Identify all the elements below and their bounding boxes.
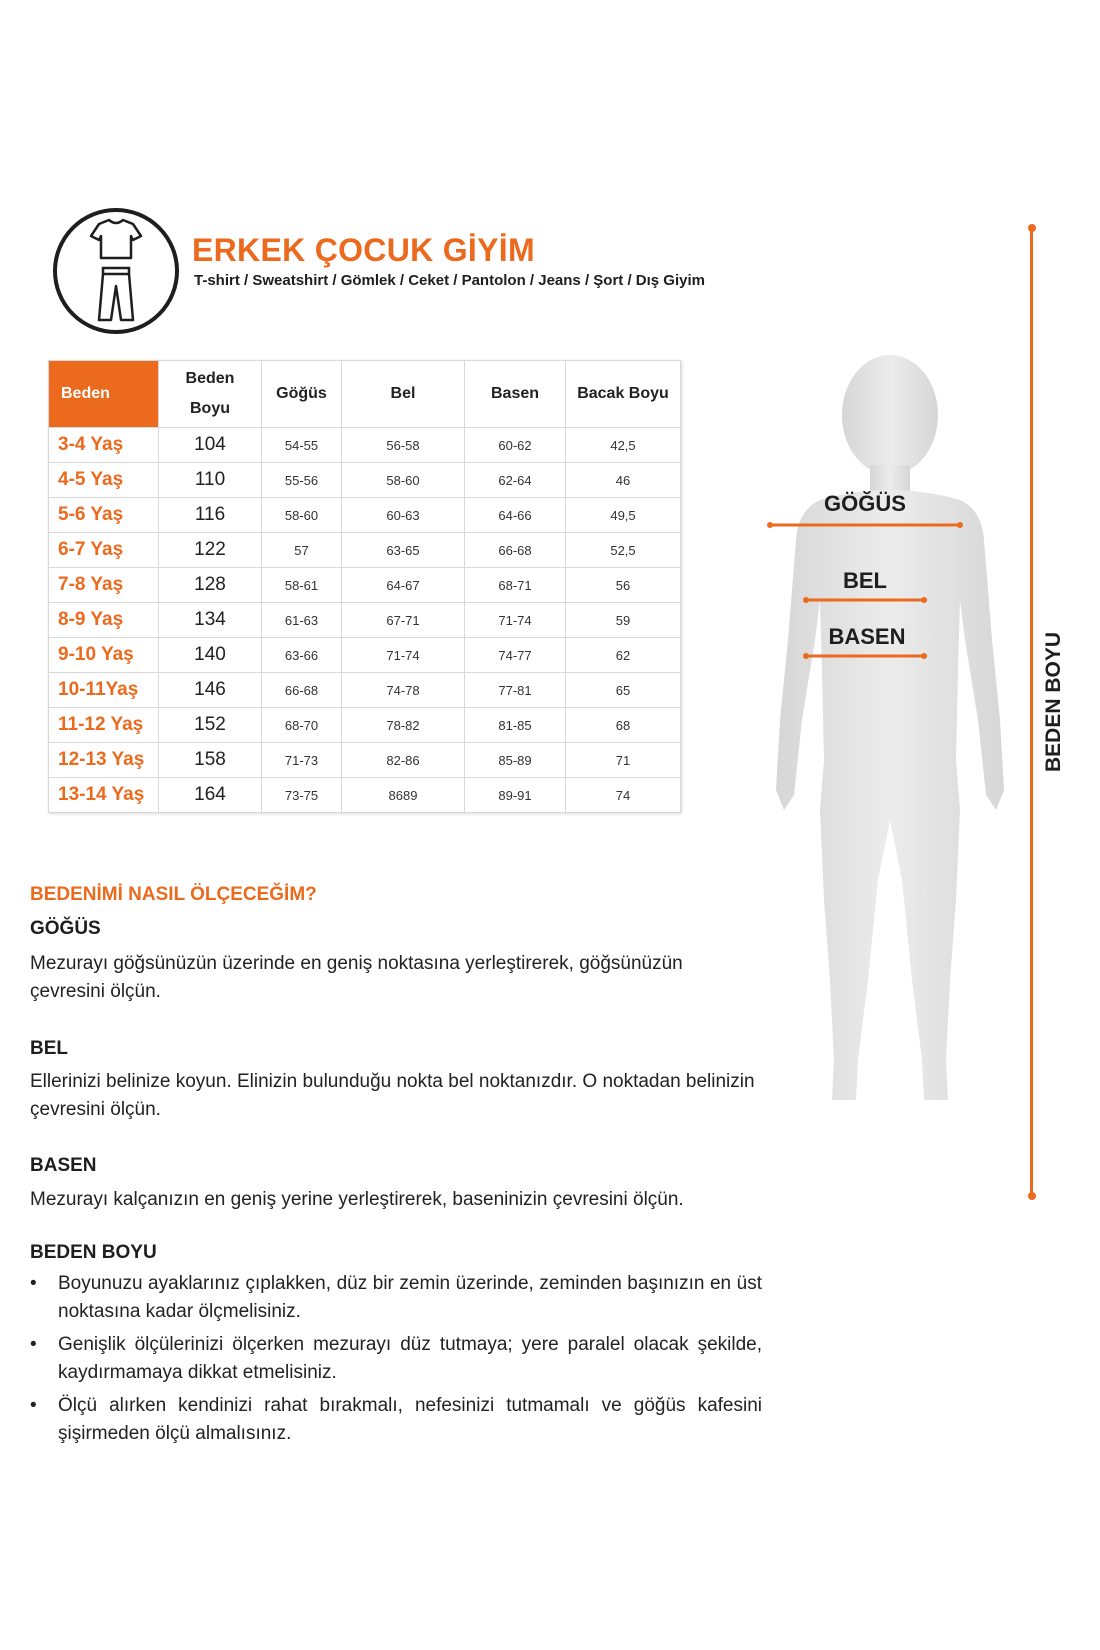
cell-bacak-boyu: 42,5 <box>566 428 681 463</box>
header-beden-boyu-line2: Boyu <box>190 400 230 417</box>
cell-gogus: 63-66 <box>262 638 342 673</box>
cell-beden-boyu: 164 <box>159 778 262 813</box>
table-row <box>49 498 681 533</box>
clothing-logo <box>53 208 179 334</box>
cell-gogus: 58-61 <box>262 568 342 603</box>
table-row <box>49 743 681 778</box>
header-beden-boyu <box>159 361 262 428</box>
cell-beden-boyu: 116 <box>159 498 262 533</box>
cell-beden-boyu: 104 <box>159 428 262 463</box>
cell-bacak-boyu: 46 <box>566 463 681 498</box>
cell-bacak-boyu: 52,5 <box>566 533 681 568</box>
hip-measure-dot-right <box>921 653 927 659</box>
page-title: ERKEK ÇOCUK GİYİM <box>192 232 535 268</box>
cell-bel: 63-65 <box>342 533 465 568</box>
cell-bel: 56-58 <box>342 428 465 463</box>
cell-bacak-boyu: 65 <box>566 673 681 708</box>
cell-age: 3-4 Yaş <box>49 428 159 463</box>
table-row <box>49 638 681 673</box>
cell-beden-boyu: 122 <box>159 533 262 568</box>
cell-bacak-boyu: 62 <box>566 638 681 673</box>
cell-bacak-boyu: 56 <box>566 568 681 603</box>
chest-label: GÖĞÜS <box>824 491 906 516</box>
cell-age: 8-9 Yaş <box>49 603 159 638</box>
chest-section-text: Mezurayı göğsünüzün üzerinde en geniş noktasına yerleştirerek, göğsünüzün çevresini ölçün. <box>30 953 683 1002</box>
cell-basen: 77-81 <box>465 673 566 708</box>
cell-age: 7-8 Yaş <box>49 568 159 603</box>
cell-age: 11-12 Yaş <box>49 708 159 743</box>
hip-measure-dot-left <box>803 653 809 659</box>
waist-label: BEL <box>843 568 887 593</box>
cell-basen: 60-62 <box>465 428 566 463</box>
cell-bel: 64-67 <box>342 568 465 603</box>
table-row <box>49 708 681 743</box>
header-beden-boyu-line1: Beden <box>185 370 235 387</box>
cell-age: 6-7 Yaş <box>49 533 159 568</box>
cell-beden-boyu: 128 <box>159 568 262 603</box>
list-item: • Genişlik ölçülerinizi ölçerken mezurayı düz tutmaya; yere paralel olacak şekilde, kaydırmamaya dikkat etmelisiniz. <box>30 1331 762 1387</box>
figure-head <box>842 355 938 475</box>
cell-gogus: 68-70 <box>262 708 342 743</box>
cell-bel: 82-86 <box>342 743 465 778</box>
cell-basen: 89-91 <box>465 778 566 813</box>
cell-basen: 62-64 <box>465 463 566 498</box>
cell-bacak-boyu: 68 <box>566 708 681 743</box>
height-label: BEDEN BOYU <box>1042 631 1065 773</box>
cell-basen: 85-89 <box>465 743 566 778</box>
cell-gogus: 55-56 <box>262 463 342 498</box>
cell-gogus: 57 <box>262 533 342 568</box>
cell-basen: 71-74 <box>465 603 566 638</box>
table-row <box>49 603 681 638</box>
size-table <box>48 360 681 813</box>
cell-beden-boyu: 140 <box>159 638 262 673</box>
product-categories: T-shirt / Sweatshirt / Gömlek / Ceket / Pantolon / Jeans / Şort / Dış Giyim <box>194 272 705 289</box>
cell-gogus: 54-55 <box>262 428 342 463</box>
header-bel: Bel <box>342 361 465 428</box>
cell-basen: 74-77 <box>465 638 566 673</box>
header-bacak-boyu: Bacak Boyu <box>566 361 681 428</box>
cell-age: 12-13 Yaş <box>49 743 159 778</box>
cell-bacak-boyu: 74 <box>566 778 681 813</box>
cell-age: 5-6 Yaş <box>49 498 159 533</box>
hip-label: BASEN <box>828 624 906 649</box>
height-measure-line <box>1030 227 1033 1197</box>
chest-measure-dot-left <box>767 522 773 528</box>
cell-beden-boyu: 158 <box>159 743 262 778</box>
tshirt-pants-icon <box>57 212 175 330</box>
guide-heading: BEDENİMİ NASIL ÖLÇECEĞİM? <box>30 884 317 905</box>
header-basen: Basen <box>465 361 566 428</box>
cell-beden-boyu: 152 <box>159 708 262 743</box>
waist-measure-dot-left <box>803 597 809 603</box>
cell-basen: 64-66 <box>465 498 566 533</box>
waist-section-title: BEL <box>30 1038 68 1059</box>
chest-section-title: GÖĞÜS <box>30 918 101 939</box>
height-section-title: BEDEN BOYU <box>30 1242 157 1263</box>
cell-bel: 71-74 <box>342 638 465 673</box>
cell-gogus: 73-75 <box>262 778 342 813</box>
cell-age: 13-14 Yaş <box>49 778 159 813</box>
table-row <box>49 673 681 708</box>
chest-measure-dot-right <box>957 522 963 528</box>
list-item: • Boyunuzu ayaklarınız çıplakken, düz bir zemin üzerinde, zeminden başınızın en üst noktasına kadar ölçmelisiniz. <box>30 1270 762 1326</box>
table-row <box>49 533 681 568</box>
header-gogus: Göğüs <box>262 361 342 428</box>
cell-gogus: 71-73 <box>262 743 342 778</box>
cell-bacak-boyu: 49,5 <box>566 498 681 533</box>
cell-gogus: 66-68 <box>262 673 342 708</box>
cell-bel: 74-78 <box>342 673 465 708</box>
list-item: • Ölçü alırken kendinizi rahat bırakmalı, nefesinizi tutmamalı ve göğüs kafesini şişirmeden ölçü almalısınız. <box>30 1392 762 1448</box>
table-row <box>49 778 681 813</box>
height-measure-dot-bottom <box>1028 1192 1036 1200</box>
header-beden: Beden <box>49 361 159 428</box>
cell-bacak-boyu: 59 <box>566 603 681 638</box>
cell-bacak-boyu: 71 <box>566 743 681 778</box>
cell-bel: 60-63 <box>342 498 465 533</box>
hip-section-title: BASEN <box>30 1155 97 1176</box>
cell-age: 9-10 Yaş <box>49 638 159 673</box>
cell-basen: 68-71 <box>465 568 566 603</box>
cell-bel: 58-60 <box>342 463 465 498</box>
waist-measure-dot-right <box>921 597 927 603</box>
cell-basen: 81-85 <box>465 708 566 743</box>
body-silhouette <box>760 340 1020 1160</box>
hip-section-text: Mezurayı kalçanızın en geniş yerine yerleştirerek, baseninizin çevresini ölçün. <box>30 1189 684 1210</box>
table-row <box>49 463 681 498</box>
cell-age: 4-5 Yaş <box>49 463 159 498</box>
table-row <box>49 568 681 603</box>
cell-bel: 67-71 <box>342 603 465 638</box>
cell-bel: 8689 <box>342 778 465 813</box>
cell-basen: 66-68 <box>465 533 566 568</box>
cell-gogus: 61-63 <box>262 603 342 638</box>
cell-bel: 78-82 <box>342 708 465 743</box>
cell-beden-boyu: 146 <box>159 673 262 708</box>
table-header-row <box>49 361 681 428</box>
table-row <box>49 428 681 463</box>
cell-age: 10-11Yaş <box>49 673 159 708</box>
height-measure-dot-top <box>1028 224 1036 232</box>
cell-gogus: 58-60 <box>262 498 342 533</box>
cell-beden-boyu: 110 <box>159 463 262 498</box>
cell-beden-boyu: 134 <box>159 603 262 638</box>
height-instructions-list <box>30 1270 762 1453</box>
waist-section-text: Ellerinizi belinize koyun. Elinizin bulunduğu nokta bel noktanızdır. O noktadan belinizin çevresini ölçün. <box>30 1071 755 1120</box>
